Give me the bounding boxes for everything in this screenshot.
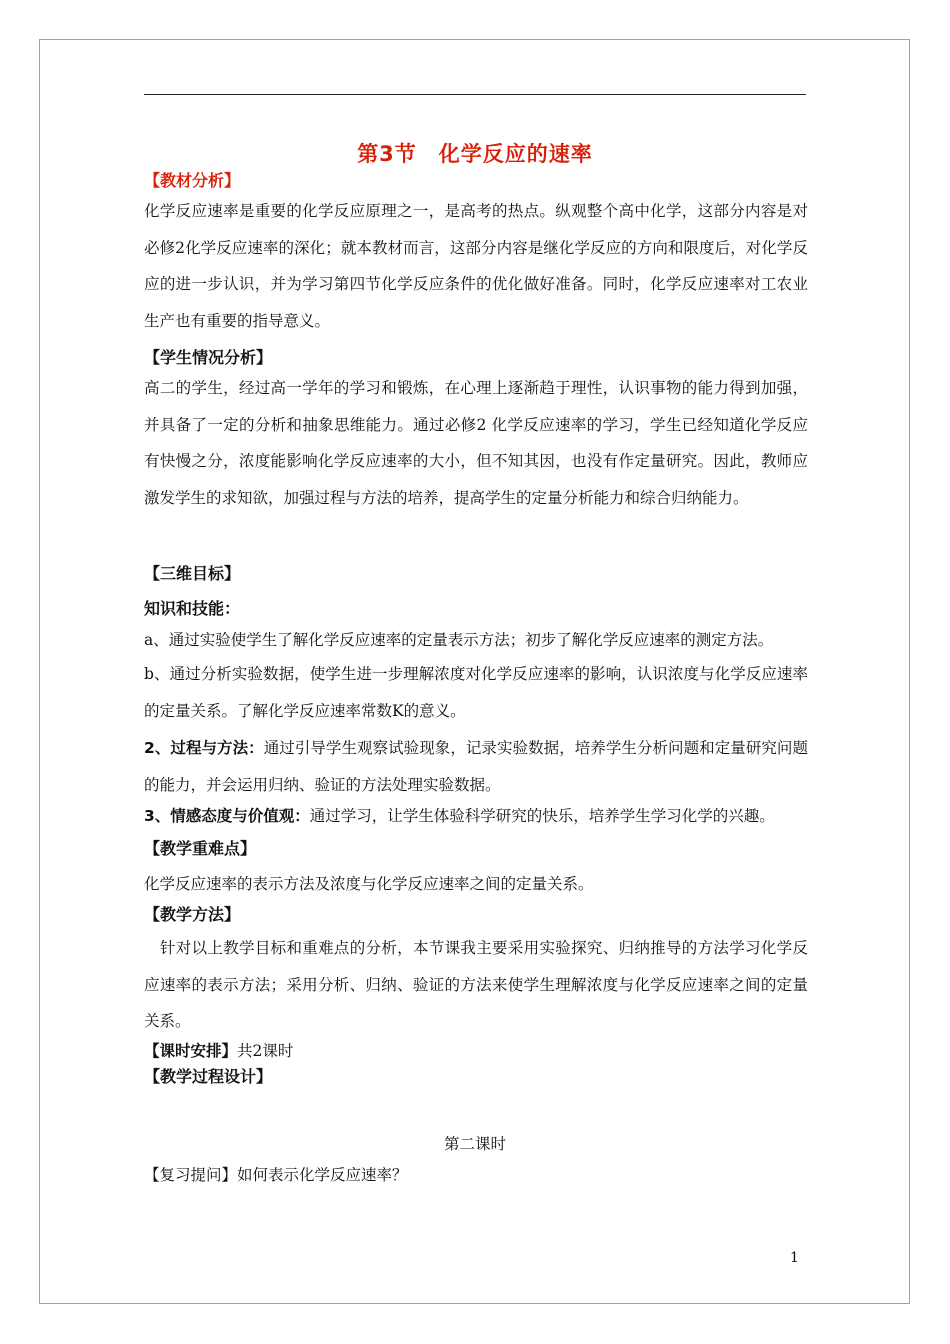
review-question bbox=[144, 1164, 808, 1186]
goals-emotion-label: 3、情感态度与价值观： bbox=[144, 807, 310, 825]
schedule bbox=[144, 1040, 808, 1062]
schedule-text: 共2课时 bbox=[237, 1042, 294, 1060]
goals-item-b: b、通过分析实验数据，使学生进一步理解浓度对化学反应速率的影响，认识浓度与化学反应速率的定量关系。了解化学反应速率常数K的意义。 bbox=[144, 665, 808, 720]
heading-key-points: 【教学重难点】 bbox=[144, 839, 257, 858]
goals-item-a: a、通过实验使学生了解化学反应速率的定量表示方法；初步了解化学反应速率的测定方法。 bbox=[144, 631, 774, 649]
heading-schedule: 【课时安排】 bbox=[144, 1042, 238, 1060]
goals-emotion bbox=[144, 798, 808, 835]
heading-method: 【教学方法】 bbox=[144, 905, 241, 924]
goals-knowledge-label: 知识和技能： bbox=[144, 599, 241, 618]
goals-process-label: 2、过程与方法： bbox=[144, 739, 264, 757]
material-analysis-text: 化学反应速率是重要的化学反应原理之一，是高考的热点。纵观整个高中化学，这部分内容是对必修2化学反应速率的深化；就本教材而言，这部分内容是继化学反应的方向和限度后，对化学反应的进一步认识，并为学习第四节化学反应条件的优化做好准备。同时，化学反应速率对工农业生产也有重要的指导意义。 bbox=[144, 202, 808, 330]
heading-student-analysis: 【学生情况分析】 bbox=[144, 348, 273, 367]
header-rule bbox=[144, 94, 806, 95]
review-label: 【复习提问】 bbox=[144, 1166, 238, 1184]
key-points-text: 化学反应速率的表示方法及浓度与化学反应速率之间的定量关系。 bbox=[144, 875, 594, 893]
heading-process-design: 【教学过程设计】 bbox=[144, 1067, 273, 1086]
goals-process-text: 通过引导学生观察试验现象，记录实验数据，培养学生分析问题和定量研究问题的能力，并会运用归纳、验证的方法处理实验数据。 bbox=[144, 739, 808, 794]
document-title: 第3节 化学反应的速率 bbox=[357, 142, 593, 166]
page-number: 1 bbox=[790, 1250, 799, 1266]
method-text: 针对以上教学目标和重难点的分析，本节课我主要采用实验探究、归纳推导的方法学习化学反应速率的表示方法；采用分析、归纳、验证的方法来使学生理解浓度与化学反应速率之间的定量关系。 bbox=[144, 939, 808, 1030]
goals-emotion-text: 通过学习，让学生体验科学研究的快乐，培养学生学习化学的兴趣。 bbox=[309, 807, 775, 825]
heading-goals: 【三维目标】 bbox=[144, 564, 241, 583]
lesson-title: 第二课时 bbox=[443, 1135, 506, 1153]
goals-process bbox=[144, 730, 808, 803]
review-text: 如何表示化学反应速率？ bbox=[237, 1166, 408, 1184]
heading-material-analysis: 【教材分析】 bbox=[144, 171, 241, 190]
student-analysis-text: 高二的学生，经过高一学年的学习和锻炼，在心理上逐渐趋于理性，认识事物的能力得到加强，并具备了一定的分析和抽象思维能力。通过必修2 化学反应速率的学习，学生已经知道化学反应有快慢之分，浓度能影响化学反应速率的大小，但不知其因，也没有作定量研究。因此，教师应激发学生的求知欲，加强过程与方法的培养，提高学生的定量分析能力和综合归纳能力。 bbox=[144, 379, 808, 507]
